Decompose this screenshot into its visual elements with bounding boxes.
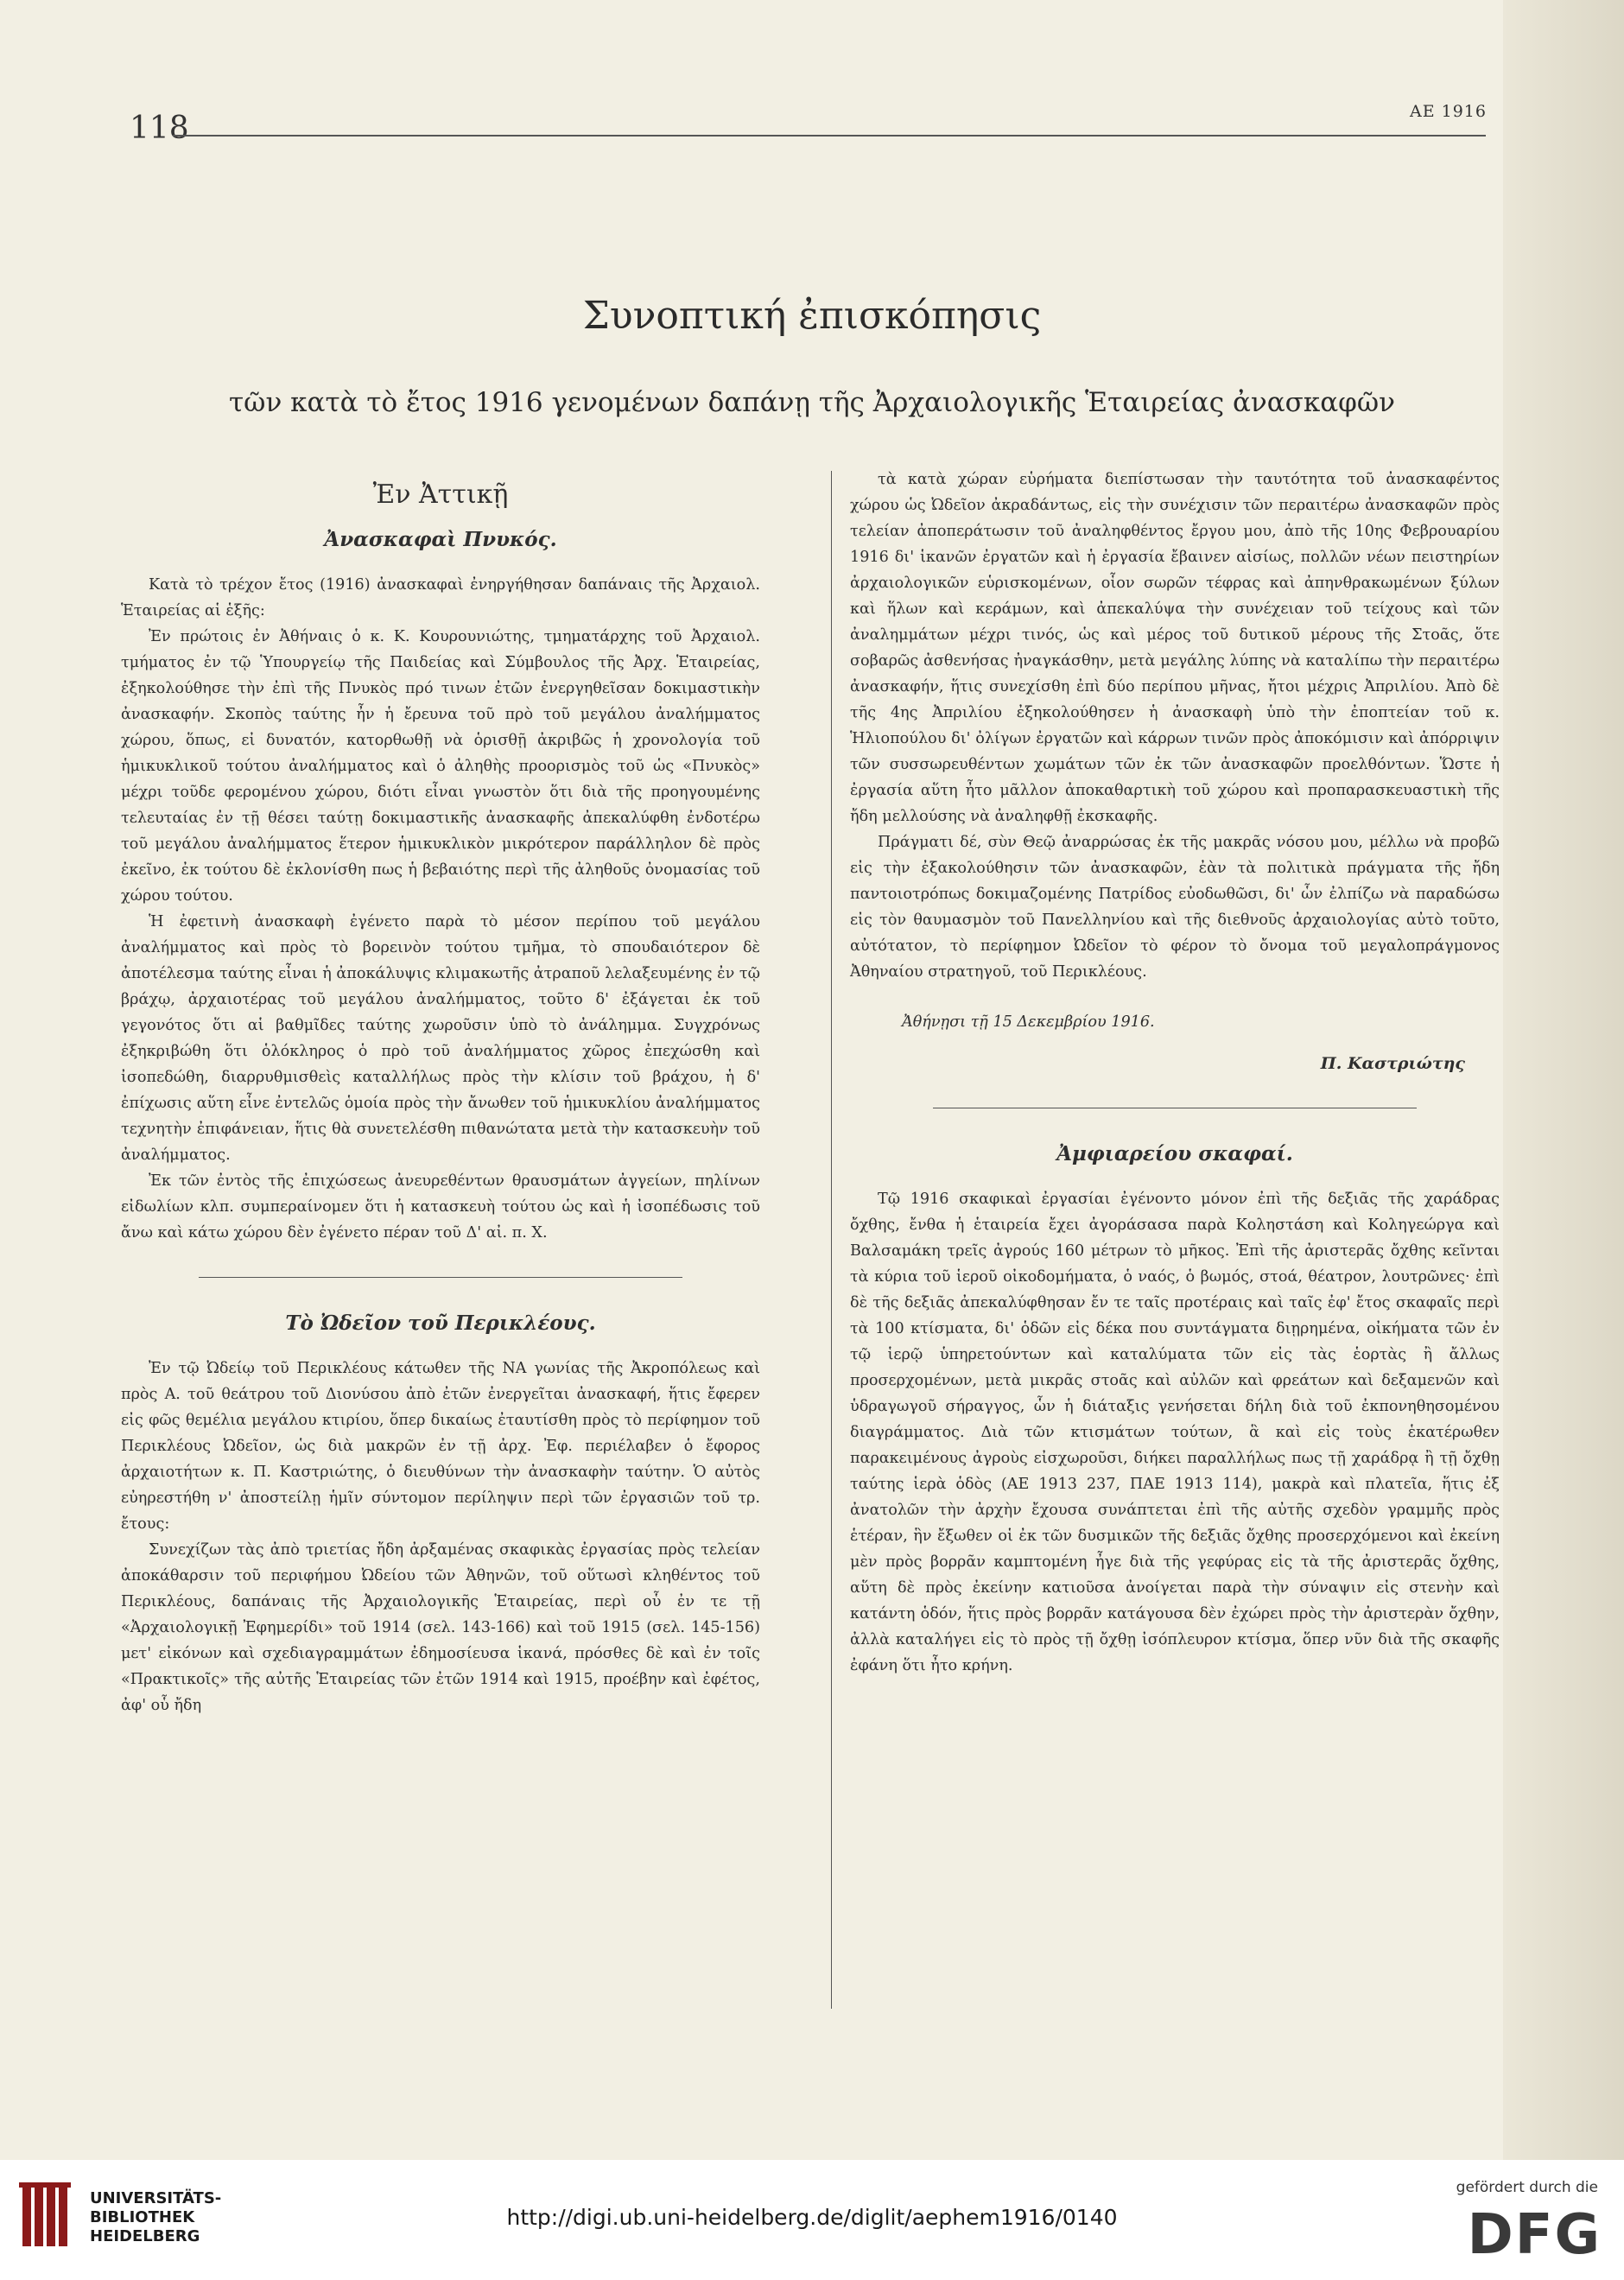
page-number: 118 (130, 111, 189, 146)
funder-label: gefördert durch die (1456, 2179, 1598, 2196)
header-rule (173, 135, 1486, 137)
dateline: Ἀθήνῃσι τῇ 15 Δεκεμβρίου 1916. (902, 1013, 1155, 1031)
paragraph: Πράγματι δέ, σὺν Θεῷ ἀναρρώσας ἐκ τῆς μακρᾶς νόσου μου, μέλλω νὰ προβῶ εἰς τὴν ἐξακολούθησιν τῶν ἀνασκαφῶν, ἐὰν τὰ πολιτικὰ πράγματα τῆς ἤδη παντοιοτρόπως δοκιμαζομένης Πατρίδος εὐοδωθῶσι, δι' ὧν ἐλπίζω νὰ παραδώσω εἰς τὸν θαυμασμὸν τοῦ Πανελληνίου καὶ τῆς διεθνοῦς ἀρχαιολογίας αὐτὸ τοῦτο, αὐτότατον, τὸ περίφημον Ὠδεῖον τὸ φέρον τὸ ὄνομα τοῦ μεγαλοπράγμονος Ἀθηναίου στρατηγοῦ, τοῦ Περικλέους. (850, 834, 1500, 981)
permalink-url[interactable]: http://digi.ub.uni-heidelberg.de/diglit/aephem1916/0140 (506, 2205, 1118, 2230)
article-title: Συνοπτική ἐπισκόπησις (582, 294, 1042, 338)
article-subtitle: τῶν κατὰ τὸ ἔτος 1916 γενομένων δαπάνῃ τῆς Ἀρχαιολογικῆς Ἑταιρείας ἀνασκαφῶν (229, 387, 1395, 418)
paragraph: Ἐν πρώτοις ἐν Ἀθήναις ὁ κ. Κ. Κουρουνιώτης, τμηματάρχης τοῦ Ἀρχαιολ. τμήματος ἐν τῷ Ὑπουργείῳ τῆς Παιδείας καὶ Σύμβουλος τῆς Ἀρχ. Ἑταιρείας, ἐξηκολούθησε τὴν ἐπὶ τῆς Πνυκὸς πρό τινων ἐτῶν ἐνεργηθεῖσαν δοκιμαστικὴν ἀνασκαφήν. Σκοπὸς ταύτης ἦν ἡ ἔρευνα τοῦ πρὸ τοῦ μεγάλου ἀναλήμματος χώρου, ὅπως, εἰ δυνατόν, κατορθωθῇ νὰ ὁρισθῇ ἀκριβῶς ἡ χρονολογία τοῦ ἡμικυκλικοῦ τούτου ἀναλήμματος καὶ ὁ ἀληθὴς προορισμὸς τοῦ ὡς «Πνυκὸς» μέχρι τοῦδε φερομένου χώρου, διότι εἶναι γνωστὸν ὅτι διὰ τῆς προηγουμένης τελευταίας ἐν τῇ θέσει ταύτῃ δοκιμαστικῆς ἀνασκαφῆς ἀπεκαλύφθη ἐνδοτέρω τοῦ μεγάλου ἀναλήμματος ἕτερον ἡμικυκλικὸν μικρότερον παράλληλον δὲ πρὸς ἐκεῖνο, ἐκ τούτου δὲ ἐκλονίσθη πως ἡ βεβαιότης περὶ τῆς ἀληθοῦς ὀνομασίας τοῦ χώρου τούτου. (121, 628, 760, 905)
paragraph: Ἐν τῷ Ὠδείῳ τοῦ Περικλέους κάτωθεν τῆς ΝΑ γωνίας τῆς Ἀκροπόλεως καὶ πρὸς Α. τοῦ θεάτρου τοῦ Διονύσου ἀπὸ ἐτῶν ἐνεργεῖται ἀνασκαφή, ἥτις ἔφερεν εἰς φῶς θεμέλια μεγάλου κτιρίου, ὅπερ δικαίως ἐταυτίσθη πρὸς τὸ περίφημον τοῦ Περικλέους Ὠδεῖον, ὡς διὰ μακρῶν ἐν τῇ ἀρχ. Ἐφ. περιέλαβεν ὁ ἔφορος ἀρχαιοτήτων κ. Π. Καστριώτης, ὁ διευθύνων τὴν ἀνασκαφὴν ταύτην. Ὁ αὐτὸς εὐηρεστήθη ν' ἀποστείλῃ ἡμῖν σύντομον περίληψιν περὶ τῶν ἐργασιῶν τοῦ τρ. ἔτους: (121, 1360, 760, 1533)
right-column (850, 467, 1500, 1679)
paragraph: Κατὰ τὸ τρέχον ἔτος (1916) ἀνασκαφαὶ ἐνηργήθησαν δαπάναις τῆς Ἀρχαιολ. Ἑταιρείας αἱ ἑξῆς: (121, 576, 760, 619)
library-name-line: BIBLIOTHEK (90, 2208, 195, 2226)
subsection-heading-odeion: Τὸ Ὠδεῖον τοῦ Περικλέους. (285, 1311, 596, 1335)
subsection-heading-pnyx: Ἀνασκαφαὶ Πνυκός. (324, 528, 557, 551)
journal-reference: ΑΕ 1916 (1410, 102, 1487, 121)
digitization-footer (0, 2160, 1624, 2280)
author-signature: Π. Καστριώτης (1320, 1054, 1465, 1073)
section-heading-attica: Ἐν Ἀττικῇ (372, 479, 509, 510)
paragraph: τὰ κατὰ χώραν εὑρήματα διεπίστωσαν τὴν ταυτότητα τοῦ ἀνασκαφέντος χώρου ὡς Ὠδεῖον ἀκραδάντως, εἰς τὴν συνέχισιν τῶν περαιτέρω ἀνασκαφῶν πρὸς τελείαν ἀποπεράτωσιν τοῦ ἀναληφθέντος ἔργου μου, ἀπὸ τῆς 10ης Φεβρουαρίου 1916 δι' ἱκανῶν ἐργατῶν καὶ ἡ ἐργασία ἔβαινεν αἰσίως, πολλῶν νέων πειστηρίων ἀρχαιολογικῶν εὑρισκομένων, οἷον σωρῶν τέφρας καὶ ἀπηνθρακωμένων ξύλων καὶ ἥλων καὶ κεράμων, καὶ ἀπεκαλύψα τὴν συνέχειαν τοῦ τείχους καὶ τῶν ἀναλημμάτων μέχρι τινός, ὡς καὶ μέρος τοῦ δυτικοῦ μέρους τῆς Στοᾶς, ὅτε σοβαρῶς ἀσθενήσας ἠναγκάσθην, μετὰ μεγάλης λύπης νὰ καταλίπω τὴν περαιτέρω ἀνασκαφήν, ἥτις συνεχίσθη ἐπὶ δύο περίπου μῆνας, ἤτοι μέχρις Ἀπριλίου. Ἀπὸ δὲ τῆς 4ης Ἀπριλίου ἐξηκολούθησεν ἡ ἀνασκαφὴ ὑπὸ τὴν ἐποπτείαν τοῦ κ. Ἡλιοπούλου δι' ὀλίγων ἐργατῶν καὶ κάρρων τινῶν πρὸς ἀποκόμισιν καὶ ἀπόρριψιν τῶν συσσωρευθέντων χωμάτων τῶν ἐκ τῶν ἀνασκαφῶν προελθόντων. Ὥστε ἡ ἐργασία αὕτη ἦτο μᾶλλον ἀποκαθαρτικὴ τοῦ χώρου καὶ προπαρασκευαστικὴ τῆς ἤδη μελλούσης νὰ ἀναληφθῇ ἐκσκαφῆς. (850, 471, 1500, 825)
left-column (121, 467, 760, 1718)
paragraph: Ἐκ τῶν ἐντὸς τῆς ἐπιχώσεως ἀνευρεθέντων θραυσμάτων ἀγγείων, πηλίνων εἰδωλίων κλπ. συμπεραίνομεν ὅτι ἡ κατασκευὴ τούτου ὡς καὶ ἡ ἰσοπέδωσις τοῦ ἄνω καὶ κάτω χώρου δὲν ἐγένετο πέραν τοῦ Δ' αἰ. π. Χ. (121, 1172, 760, 1242)
library-name-line: HEIDELBERG (90, 2227, 200, 2245)
subsection-heading-amphiareion: Ἀμφιαρείου σκαφαί. (1056, 1142, 1293, 1165)
paragraph: Ἡ ἐφετινὴ ἀνασκαφὴ ἐγένετο παρὰ τὸ μέσον περίπου τοῦ μεγάλου ἀναλήμματος καὶ πρὸς τὸ βορεινὸν τούτου τμῆμα, τὸ σπουδαιότερον δὲ ἀποτέλεσμα ταύτης εἶναι ἡ ἀποκάλυψις κλιμακωτῆς ἀτραποῦ λελαξευμένης ἐν τῷ βράχῳ, ἀρχαιοτέρας τοῦ μεγάλου ἀναλήμματος, τοῦτο δ' ἐξάγεται ἐκ τοῦ γεγονότος ὅτι αἱ βαθμῖδες ταύτης χωροῦσιν ὑπὸ τὸ ἀνάλημμα. Συγχρόνως ἐξηκριβώθη ὅτι ὁλόκληρος ὁ πρὸ τοῦ ἀναλήμματος χῶρος ἐπεχώσθη καὶ ἰσοπεδώθη, διαρρυθμισθεὶς καταλλήλως πρὸς τὴν κλίσιν τοῦ βράχου, ἡ δ' ἐπίχωσις αὕτη εἶνε ἐντελῶς ὁμοία πρὸς τὴν ἄνωθεν τοῦ ἡμικυκλίου ἀναλήμματος τεχνητὴν ἐπιφάνειαν, ἥτις θὰ συνετελέσθη πιθανώτατα μετὰ τὴν κατασκευὴν τοῦ ἀναλήμματος. (121, 913, 760, 1164)
dfg-logo: DFG (1467, 2203, 1602, 2267)
library-name-line: UNIVERSITÄTS- (90, 2189, 222, 2207)
paragraph: Τῷ 1916 σκαφικαὶ ἐργασίαι ἐγένοντο μόνον ἐπὶ τῆς δεξιᾶς τῆς χαράδρας ὄχθης, ἔνθα ἡ ἑταιρεία ἔχει ἀγοράσασα παρὰ Κοληστάση καὶ Κοληγεώργα καὶ Βαλσαμάκη τρεῖς ἀγρούς 160 μέτρων τὸ μῆκος. Ἐπὶ τῆς ἀριστερᾶς ὄχθης κεῖνται τὰ κύρια τοῦ ἱεροῦ οἰκοδομήματα, ὁ ναός, ὁ βωμός, στοά, θέατρον, λουτρῶνες· ἐπὶ δὲ τῆς δεξιᾶς ἀπεκαλύφθησαν ἔν τε ταῖς προτέραις καὶ ταῖς ἐφ' ἔτος σκαφαῖς περὶ τὰ 100 κτίσματα, δι' ὁδῶν εἰς δέκα που συντάγματα διῃρημένα, οἰκήματα τῶν ἐν τῷ ἱερῷ ὑπηρετούντων καὶ καταλύματα τῶν εἰς τὰς ἑορτὰς ἢ ἄλλως προσερχομένων, μετὰ μικρᾶς στοᾶς καὶ αὐλῶν καὶ φρεάτων καὶ δεξαμενῶν καὶ ὑδραγωγοῦ σήραγγος, ὧν ἡ διάταξις γενήσεται δήλη διὰ τοῦ ἐκπονηθησομένου διαγράμματος. Διὰ τῶν κτισμάτων τούτων, ἃ καὶ εἰς τοὺς ἑκατέρωθεν παρακειμένους ἀγροὺς εἰσχωροῦσι, διήκει παραλλήλως πως τῇ χαράδρᾳ ἢ τῇ ὄχθῃ ταύτης ἱερὰ ὁδὸς (ΑΕ 1913 237, ΠΑΕ 1913 114), μακρὰ καὶ πλατεῖα, ἥτις ἐξ ἀνατολῶν τὴν ἀρχὴν ἔχουσα συνάπτεται ἐπὶ τῆς αὐτῆς σχεδὸν γραμμῆς πρὸς ἑτέραν, ἣν ἔξωθεν οἱ ἐκ τῶν δυσμικῶν τῆς δεξιᾶς ὄχθης προσερχόμενοι καὶ ἐκείνη μὲν πρὸς βορρᾶν καμπτομένη ἦγε διὰ τῆς γεφύρας εἰς τὰ τῆς ἀριστερᾶς ὄχθης, αὕτη δὲ πρὸς ἐκείνην κατιοῦσα ἀνοίγεται παρὰ τὴν σύναψιν εἰς στενὴν καὶ κατάντη ὁδόν, ἥτις πρὸς βορρᾶν κατάγουσα δὲν ἐχώρει πρὸς τὴν ἀριστερὰν ὄχθην, ἀλλὰ καταλήγει εἰς τὸ πρὸς τῇ ὄχθῃ ἰσόπλευρον κτίσμα, ὅπερ νῦν διὰ τῆς σκαφῆς ἐφάνη ὅτι ἦτο κρήνη. (850, 1191, 1500, 1674)
column-divider (831, 471, 832, 2009)
section-rule (199, 1277, 682, 1278)
paragraph: Συνεχίζων τὰς ἀπὸ τριετίας ἤδη ἀρξαμένας σκαφικὰς ἐργασίας πρὸς τελείαν ἀποκάθαρσιν τοῦ περιφήμου Ὠδείου τῶν Ἀθηνῶν, τοῦ οὕτωσὶ κληθέντος τοῦ Περικλέους, δαπάναις τῆς Ἀρχαιολογικῆς Ἑταιρείας, περὶ οὗ ἐν τε τῇ «Ἀρχαιολογικῇ Ἐφημερίδι» τοῦ 1914 (σελ. 143-166) καὶ τοῦ 1915 (σελ. 145-156) μετ' εἰκόνων καὶ σχεδιαγραμμάτων ἐδημοσίευσα ἱκανά, πρόσθες δὲ καὶ ἐν τοῖς «Πρακτικοῖς» τῆς αὐτῆς Ἑταιρείας τῶν ἐτῶν 1914 καὶ 1915, προέβην καὶ ἐφέτος, ἀφ' οὗ ἤδη (121, 1541, 760, 1714)
